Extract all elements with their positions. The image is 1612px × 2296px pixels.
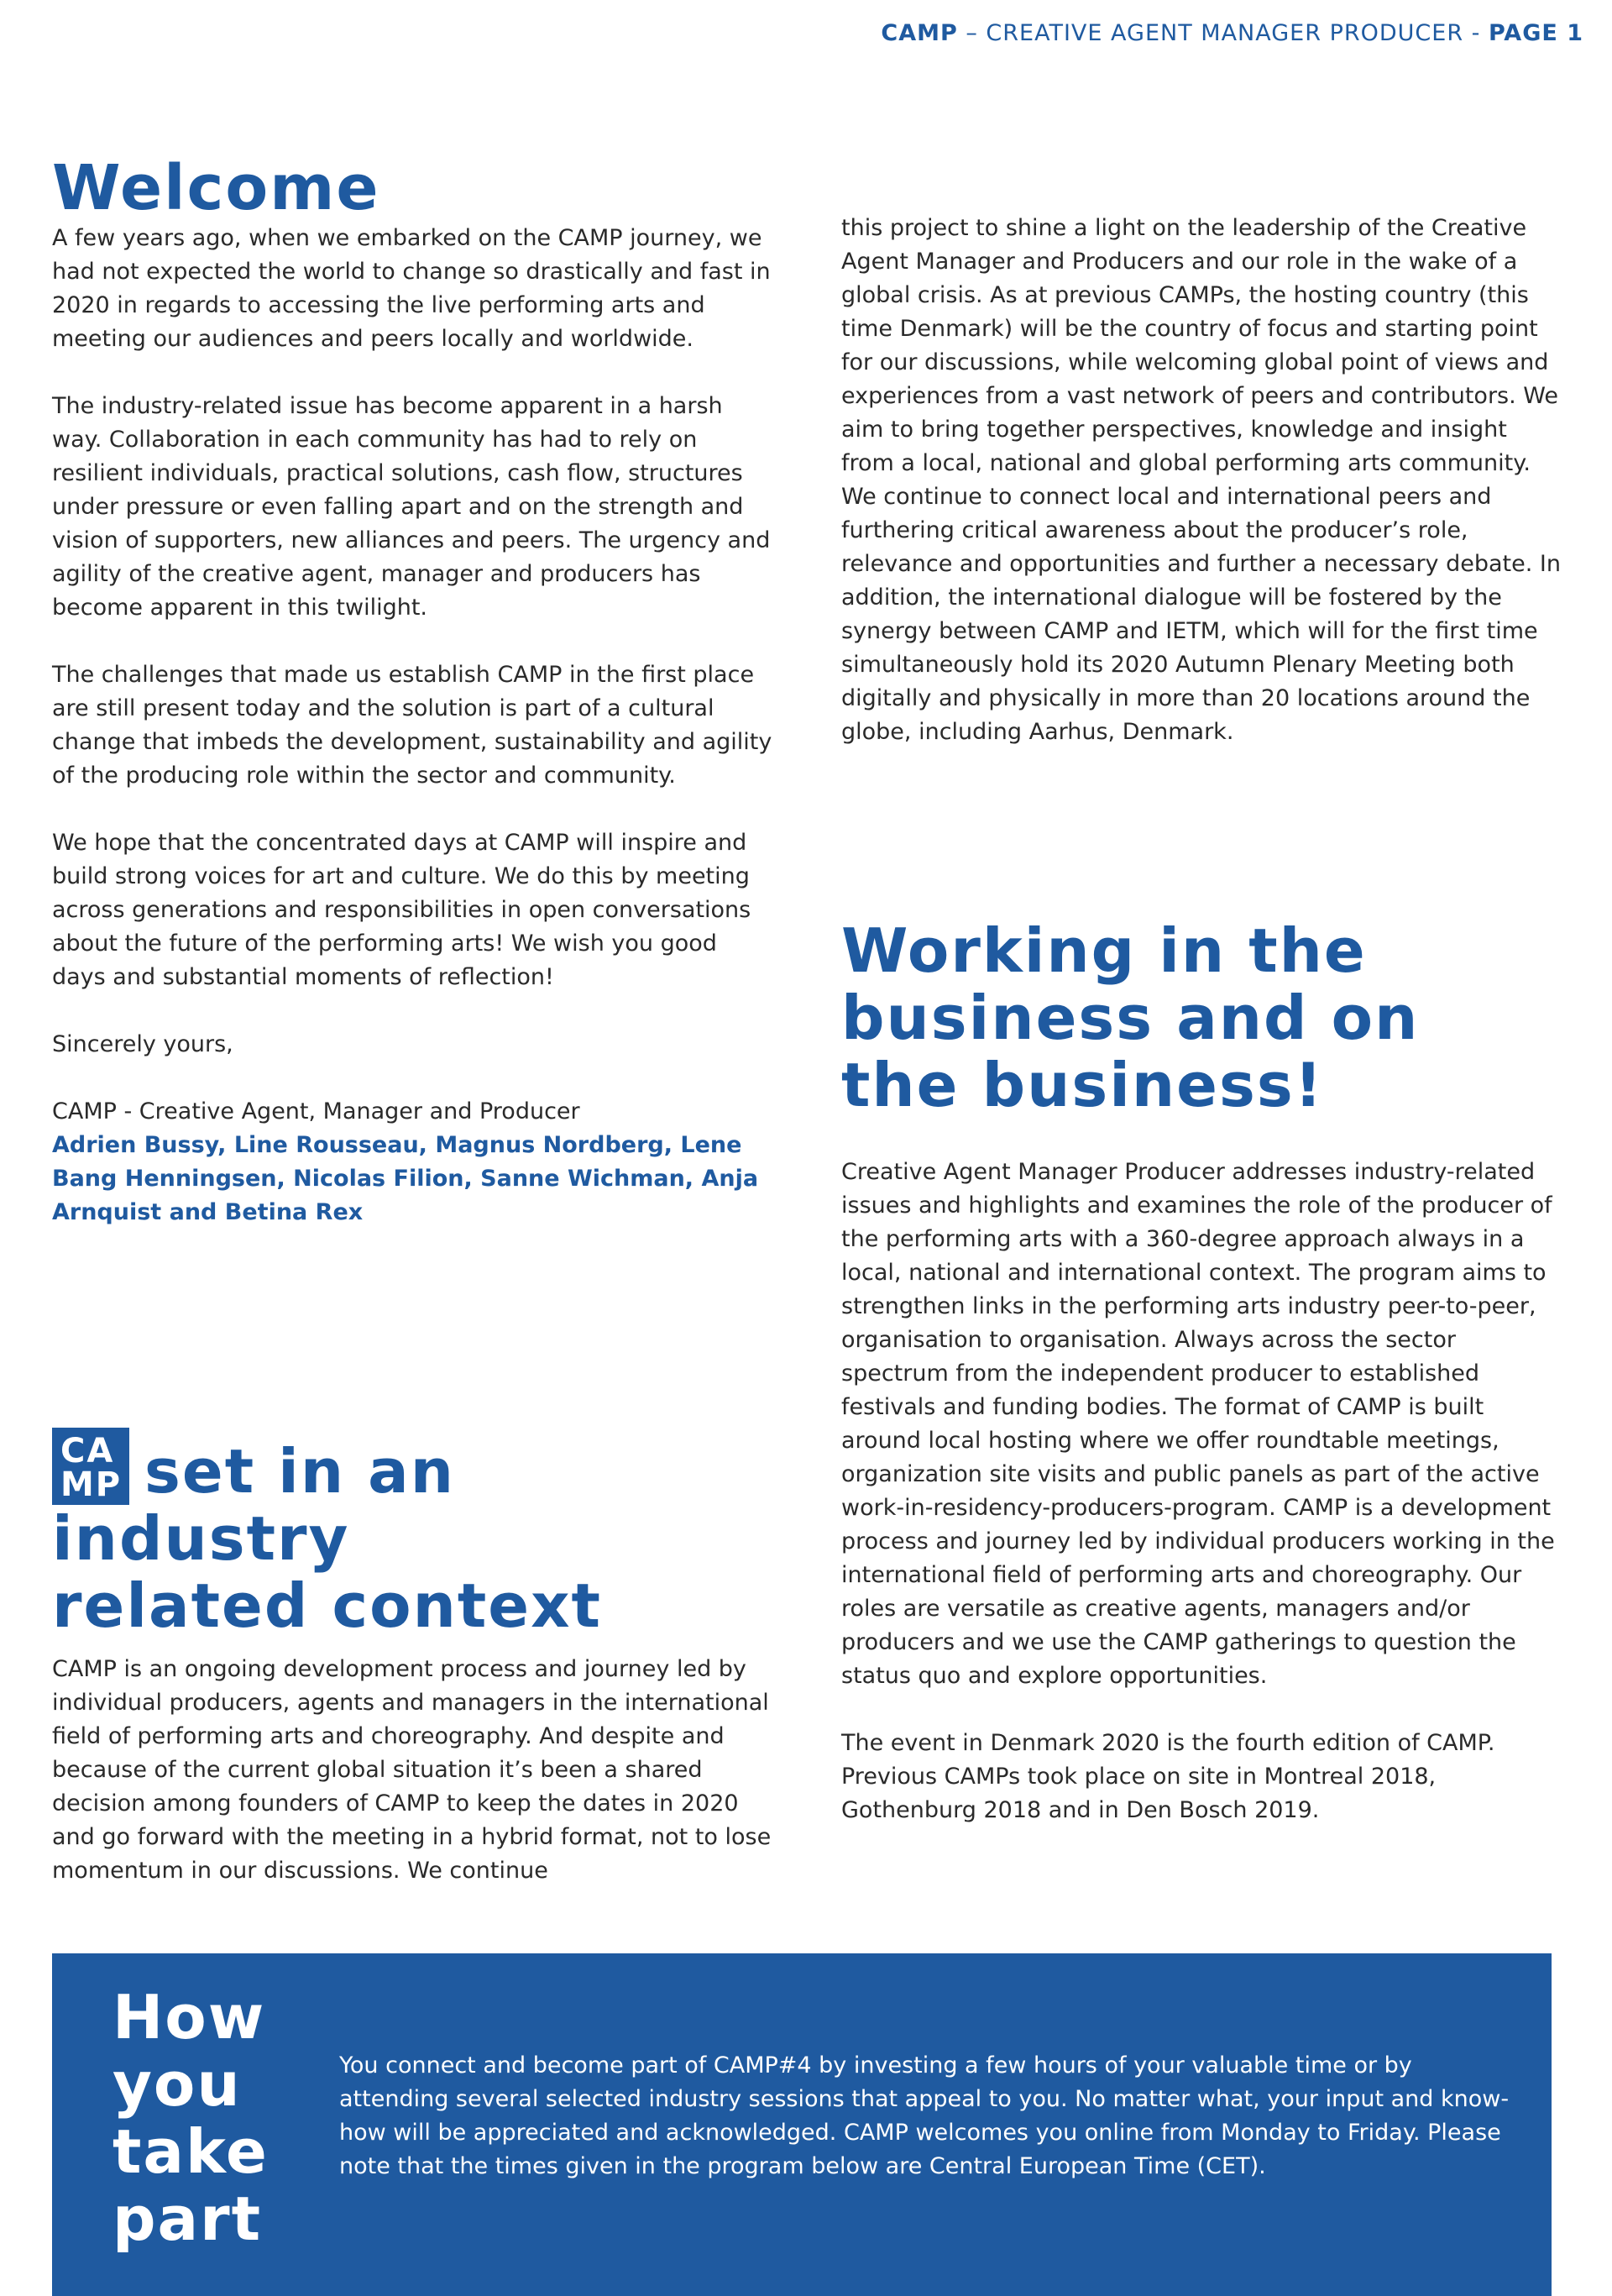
business-paragraph-1: Creative Agent Manager Producer addresses industry-related issues and highlights and examines the role of the producer of the performing arts with a 360-degree approach always in a local, national and international context. The program aims to strengthen links in the performing arts industry peer-to-peer, organisation to organisation. Always across the sector spectrum from the independent producer to established festivals and funding bodies. The format of CAMP is built around local hosting where we offer roundtable meetings, organization site visits and public panels as part of the active work-in-residency-producers-program. CAMP is a development process and journey led by individual producers working in the international field of performing arts and choreography. Our roles are versatile as creative agents, managers and/or producers and we use the CAMP gatherings to question the status quo and explore opportunities. bbox=[841, 1159, 1555, 1689]
how-to-take-part-title bbox=[113, 1984, 331, 2252]
welcome-paragraph-3: The challenges that made us establish CAMP in the first place are still present today and the solution is part of a cultural change that imbeds the development, sustainability and agility of the producing role within the sector and community. bbox=[52, 662, 772, 789]
business-title bbox=[841, 917, 1563, 1119]
right-column-top bbox=[841, 212, 1563, 749]
context-title bbox=[52, 1428, 774, 1639]
header-subtitle: – CREATIVE AGENT MANAGER PRODUCER - bbox=[957, 20, 1489, 46]
box-title-line-1: How bbox=[113, 1982, 266, 2052]
camp-logo-line-1: CA bbox=[60, 1432, 115, 1470]
welcome-signatories: Adrien Bussy, Line Rousseau, Magnus Nordberg, Lene Bang Henningsen, Nicolas Filion, Sanne Wichman, Anja Arnquist and Betina Rex bbox=[52, 1132, 759, 1225]
box-title-line-4: part bbox=[113, 2183, 263, 2254]
context-title-part-2: related context bbox=[52, 1570, 602, 1641]
header-page-number: PAGE 1 bbox=[1489, 20, 1583, 46]
welcome-paragraph-1: A few years ago, when we embarked on the CAMP journey, we had not expected the world to change so drastically and fast in 2020 in regards to accessing the live performing arts and meeting our audiences and peers locally and worldwide. bbox=[52, 225, 771, 352]
business-paragraph-2: The event in Denmark 2020 is the fourth edition of CAMP. Previous CAMPs took place on site in Montreal 2018, Gothenburg 2018 and in Den Bosch 2019. bbox=[841, 1730, 1495, 1823]
welcome-organisation: CAMP - Creative Agent, Manager and Producer bbox=[52, 1098, 580, 1124]
welcome-section bbox=[52, 152, 774, 1229]
camp-logo bbox=[52, 1428, 129, 1505]
context-title-part-1: set in an industry bbox=[52, 1436, 456, 1574]
camp-logo-line-2: MP bbox=[60, 1465, 123, 1504]
business-title-line-1: Working in the bbox=[841, 915, 1367, 986]
box-title-line-3: take bbox=[113, 2116, 269, 2187]
welcome-paragraph-4: We hope that the concentrated days at CAMP will inspire and build strong voices for art and culture. We do this by meeting across generations and responsibilities in open conversations about the future of the performing arts! We wish you good days and substantial moments of reflection! bbox=[52, 830, 751, 990]
welcome-title: Welcome bbox=[52, 152, 380, 224]
context-paragraph-1: CAMP is an ongoing development process and journey led by individual producers, agents and managers in the international field of performing arts and choreography. And despite and because of the current global situation it’s been a shared decision among founders of CAMP to keep the dates in 2020 and go forward with the meeting in a hybrid format, not to lose momentum in our discussions. We continue bbox=[52, 1656, 772, 1884]
business-title-line-3: the business! bbox=[841, 1050, 1324, 1120]
page-header bbox=[881, 20, 1583, 46]
business-section bbox=[841, 917, 1563, 1827]
context-section bbox=[52, 1428, 774, 1888]
welcome-paragraph-2: The industry-related issue has become apparent in a harsh way. Collaboration in each community has had to rely on resilient individuals, practical solutions, cash flow, structures under pressure or even falling apart and on the strength and vision of supporters, new alliances and peers. The urgency and agility of the creative agent, manager and producers has become apparent in this twilight. bbox=[52, 393, 771, 621]
business-title-line-2: business and on bbox=[841, 983, 1420, 1053]
box-title-line-2: you bbox=[113, 2049, 242, 2120]
header-brand: CAMP bbox=[881, 20, 958, 46]
how-to-take-part-text: You connect and become part of CAMP#4 by investing a few hours of your valuable time or by attending several selected industry sessions that appeal to you. No matter what, your input and know-how will be appreciated and acknowledged. CAMP welcomes you online from Monday to Friday. Please note that the times given in the program below are Central European Time (CET). bbox=[339, 2052, 1510, 2179]
welcome-closing: Sincerely yours, bbox=[52, 1031, 233, 1057]
right-paragraph-1: this project to shine a light on the leadership of the Creative Agent Manager and Producers and our role in the wake of a global crisis. As at previous CAMPs, the hosting country (this time Denmark) will be the country of focus and starting point for our discussions, while welcoming global point of views and experiences from a vast network of peers and contributors. We aim to bring together perspectives, knowledge and insight from a local, national and global performing arts community. We continue to connect local and international peers and furthering critical awareness about the producer’s role, relevance and opportunities and further a necessary debate. In addition, the international dialogue will be fostered by the synergy between CAMP and IETM, which will for the first time simultaneously hold its 2020 Autumn Plenary Meeting both digitally and physically in more than 20 locations around the globe, including Aarhus, Denmark. bbox=[841, 215, 1561, 745]
